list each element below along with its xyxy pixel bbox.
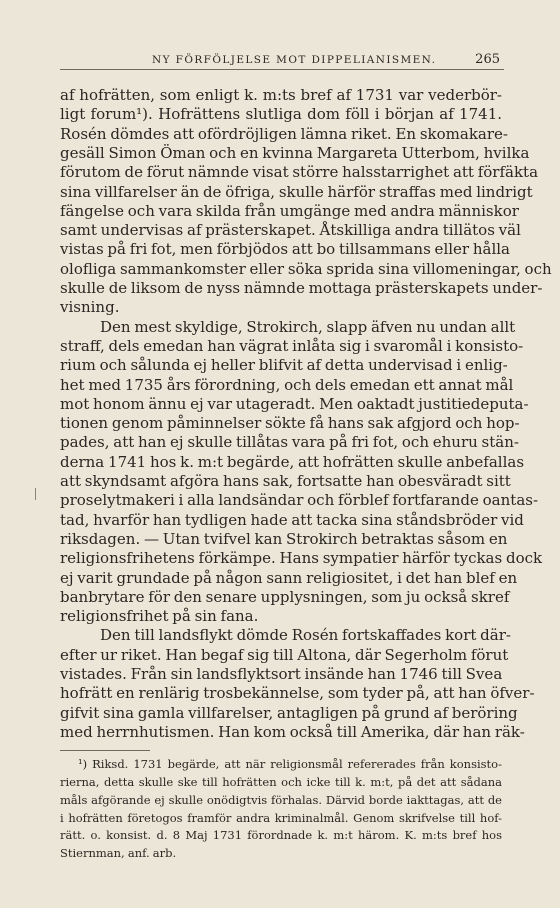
footnote-line: rätt. o. konsist. d. 8 Maj 1731 förordnade k. m:t härom. K. m:ts bref hos	[60, 828, 502, 843]
text-line: rium och sålunda ej heller blifvit af detta undervisad i enlig-	[60, 356, 508, 375]
text-line: sina villfarelser än de öfriga, skulle härför straffas med lindrigt	[60, 182, 533, 201]
page-number: 265	[475, 52, 500, 67]
text-line: mot honom ännu ej var utageradt. Men oaktadt justitiedeputa-	[60, 394, 529, 413]
text-line: pades, att han ej skulle tillåtas vara på fri fot, och ehuru stän-	[60, 433, 519, 452]
text-line: gifvit sina gamla villfarelser, antagligen på grund af beröring	[60, 703, 518, 722]
text-line: samt undervisas af prästerskapet. Åtskilliga andra tillätos väl	[60, 221, 521, 240]
text-line: ej varit grundade på någon sann religiositet, i det han blef en	[60, 568, 518, 587]
text-line: efter ur riket. Han begaf sig till Altona, där Segerholm förut	[60, 645, 509, 664]
text-line: derna 1741 hos k. m:t begärde, att hofrätten skulle anbefallas	[60, 452, 525, 471]
text-line: vistas på fri fot, men förbjödos att bo tillsammans eller hålla	[60, 240, 510, 259]
text-line: gesäll Simon Öman och en kvinna Margareta Utterbom, hvilka	[60, 143, 530, 162]
header-rule	[60, 69, 504, 70]
text-line: af hofrätten, som enligt k. m:ts bref af 1731 var vederbör-	[60, 86, 502, 104]
text-line: riksdagen. — Utan tvifvel kan Strokirch betraktas såsom en	[60, 529, 508, 548]
text-line: het med 1735 års förordning, och dels emedan ett annat mål	[60, 375, 514, 394]
footnote-line: måls afgörande ej skulle onödigtvis förhalas. Därvid borde iakttagas, att de	[60, 792, 502, 807]
running-header	[60, 52, 504, 72]
text-line: banbrytare för den senare upplysningen, som ju också skref	[60, 587, 510, 606]
text-line: olofliga sammankomster eller söka sprida sina villomeningar, och	[60, 259, 552, 278]
footnote-line: Stiernman, anf. arb.	[60, 846, 177, 861]
footnote-line: rierna, detta skulle ske till hofrätten och icke till k. m:t, på det att sådana	[60, 775, 502, 789]
text-line: religionsfrihet på sin fana.	[60, 607, 259, 626]
text-line: Rosén dömdes att ofördröjligen lämna riket. En skomakare-	[60, 124, 508, 143]
text-line: tad, hvarför han tydligen hade att tacka sina ståndsbröder vid	[60, 510, 524, 529]
footnote-line: i hofrätten företogos framför andra kriminalmål. Genom skrifvelse till hof-	[60, 810, 502, 825]
footnote-line: ¹) Riksd. 1731 begärde, att när religionsmål refererades från konsisto-	[78, 757, 502, 772]
text-line: att skyndsamt afgöra hans sak, fortsatte han obesväradt sitt	[60, 472, 511, 490]
text-line: straff, dels emedan han vägrat inlåta sig i svaromål i konsisto-	[60, 336, 524, 355]
text-line: religionsfrihetens förkämpe. Hans sympatier härför tyckas dock	[60, 549, 543, 568]
text-line: förutom de förut nämnde visat större halsstarrighet att förfäkta	[60, 163, 539, 182]
text-line: hofrätt en renlärig trosbekännelse, som tyder på, att han öfver-	[60, 684, 535, 703]
text-line: Den till landsflykt dömde Rosén fortskaffades kort där-	[100, 626, 511, 645]
margin-mark	[35, 488, 36, 500]
text-line: vistades. Från sin landsflyktsort insände han 1746 till Svea	[60, 665, 503, 683]
text-line: proselytmakeri i alla landsändar och förblef fortfarande oantas-	[60, 491, 539, 510]
text-line: visning.	[60, 298, 120, 317]
running-title: NY FÖRFÖLJELSE MOT DIPPELIANISMEN.	[152, 54, 437, 66]
text-line: tionen genom påminnelser sökte få hans sak afgjord och hop-	[60, 414, 520, 433]
text-line: skulle de liksom de nyss nämnde mottaga prästerskapets under-	[60, 279, 543, 297]
footnote-rule	[60, 750, 150, 751]
text-line: fängelse och vara skilda från umgänge med andra människor	[60, 201, 519, 220]
text-line: Den mest skyldige, Strokirch, slapp äfven nu undan allt	[100, 317, 516, 336]
text-line: ligt forum¹). Hofrättens slutliga dom föll i början af 1741.	[60, 105, 502, 124]
text-line: med herrnhutismen. Han kom också till Amerika, där han räk-	[60, 722, 525, 741]
